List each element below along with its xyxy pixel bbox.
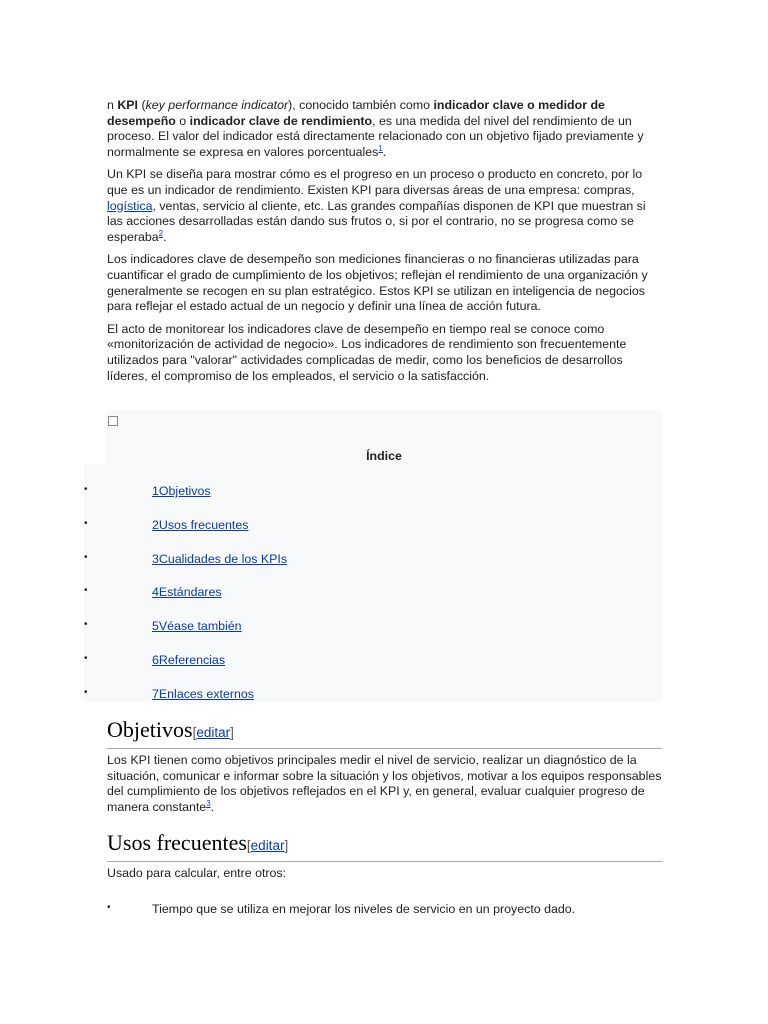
bullet-icon: • — [84, 619, 88, 630]
section-heading-usos-frecuentes — [107, 830, 662, 862]
objetivos-text-end: . — [210, 799, 215, 814]
bullet-icon: • — [84, 585, 88, 596]
toc-link-usos-frecuentes[interactable]: 2Usos frecuentes — [152, 518, 249, 532]
bullet-icon: • — [84, 518, 88, 529]
intro-paragraph-3: Los indicadores clave de desempeño son mediciones financieras o no financieras utilizadas para cuantificar el grado de cumplimiento de los objetivos; reflejan el rendimiento de una organización y generalmente se recogen en su plan estratégico. Estos KPI se utilizan en inteligencia de negocios para reflejar el estado actual de un negocio y definir una línea de acción futura. — [107, 252, 648, 314]
term-indicador-clave: indicador clave o medidor de desempeño — [107, 98, 605, 128]
intro-text: o — [175, 113, 190, 128]
toc-link-referencias[interactable]: 6Referencias — [152, 653, 226, 667]
bullet-icon: • — [84, 484, 88, 495]
toc-link-cualidades[interactable]: 3Cualidades de los KPIs — [152, 552, 288, 566]
toc-spacer — [84, 410, 106, 464]
intro-paragraph-2 — [107, 167, 662, 245]
reference-link-2[interactable]: 2 — [158, 228, 164, 238]
toc-link-vease-tambien[interactable]: 5Véase también — [152, 619, 242, 633]
intro-section — [107, 98, 662, 391]
bullet-icon: • — [107, 902, 111, 913]
intro-text: , es una medida del nivel del rendimiento de un proceso. El valor del indicador está directamente relacionado con un objetivo fijado previamente y normalmente se expresa en valores porcentuales — [107, 113, 644, 159]
intro-text: ), conocido también como — [288, 98, 434, 112]
edit-section: [editar] — [192, 725, 234, 740]
intro-text: Un KPI se diseña para mostrar cómo es el progreso en un proceso o producto en concreto, por lo que es un indicador de rendimiento. Existen KPI para diversas áreas de una empresa: compras, — [107, 167, 643, 197]
intro-text: . — [163, 229, 167, 244]
list-item-text: Tiempo que se utiliza en mejorar los niveles de servicio en un proyecto dado. — [152, 902, 576, 916]
edit-link-usos[interactable]: editar — [250, 838, 285, 853]
heading-text: Usos frecuentes — [107, 830, 247, 855]
intro-text: . — [382, 144, 387, 159]
reference-link-3[interactable]: 3 — [206, 798, 211, 808]
toc-link-objetivos[interactable]: 1Objetivos — [152, 484, 211, 498]
reference-link-1[interactable]: 1 — [378, 143, 383, 153]
toc-link-estandares[interactable]: 4Estándares — [152, 585, 222, 599]
usos-intro: Usado para calcular, entre otros: — [107, 866, 287, 880]
intro-text: , ventas, servicio al cliente, etc. Las grandes compañías disponen de KPI que muestran si las acciones desarrolladas están dando sus frutos o, si por el contrario, no se progresa como se esperaba — [107, 198, 646, 244]
term-indicador-rendimiento: indicador clave de rendimiento — [189, 113, 373, 128]
intro-text: n — [107, 98, 118, 112]
edit-link-objetivos[interactable]: editar — [196, 725, 231, 740]
intro-paragraph-4: El acto de monitorear los indicadores clave de desempeño en tiempo real se conoce como «monitorización de actividad de negocio». Los indicadores de rendimiento son frecuentemente utilizados para "valorar" actividades complicadas de medir, como los beneficios de desarrollos líderes, el compromiso de los empleados, el servicio o la satisfacción. — [107, 321, 627, 383]
bullet-icon: • — [84, 687, 88, 698]
toc-link-enlaces-externos[interactable]: 7Enlaces externos — [152, 687, 254, 701]
bullet-icon: • — [84, 552, 88, 563]
bullet-icon: • — [84, 653, 88, 664]
intro-paragraph-1 — [107, 98, 662, 160]
objetivos-paragraph — [107, 753, 662, 815]
toc-title: Índice — [366, 449, 402, 463]
section-heading-objetivos — [107, 717, 662, 749]
term-english: key performance indicator — [145, 98, 289, 112]
intro-text: ( — [138, 98, 146, 112]
logistica-link[interactable]: logística — [107, 198, 153, 213]
term-kpi: KPI — [117, 98, 138, 112]
edit-section: [editar] — [246, 838, 289, 853]
heading-text: Objetivos — [107, 717, 193, 742]
objetivos-text: Los KPI tienen como objetivos principales medir el nivel de servicio, realizar un diagnóstico de la situación, comunicar e informar sobre la situación y los objetivos, motivar a los equipos responsables del cumplimiento de los objetivos reflejados en el KPI y, en general, evaluar cualquier progreso de manera constante — [107, 753, 662, 814]
toc-toggle-checkbox[interactable] — [108, 416, 118, 426]
